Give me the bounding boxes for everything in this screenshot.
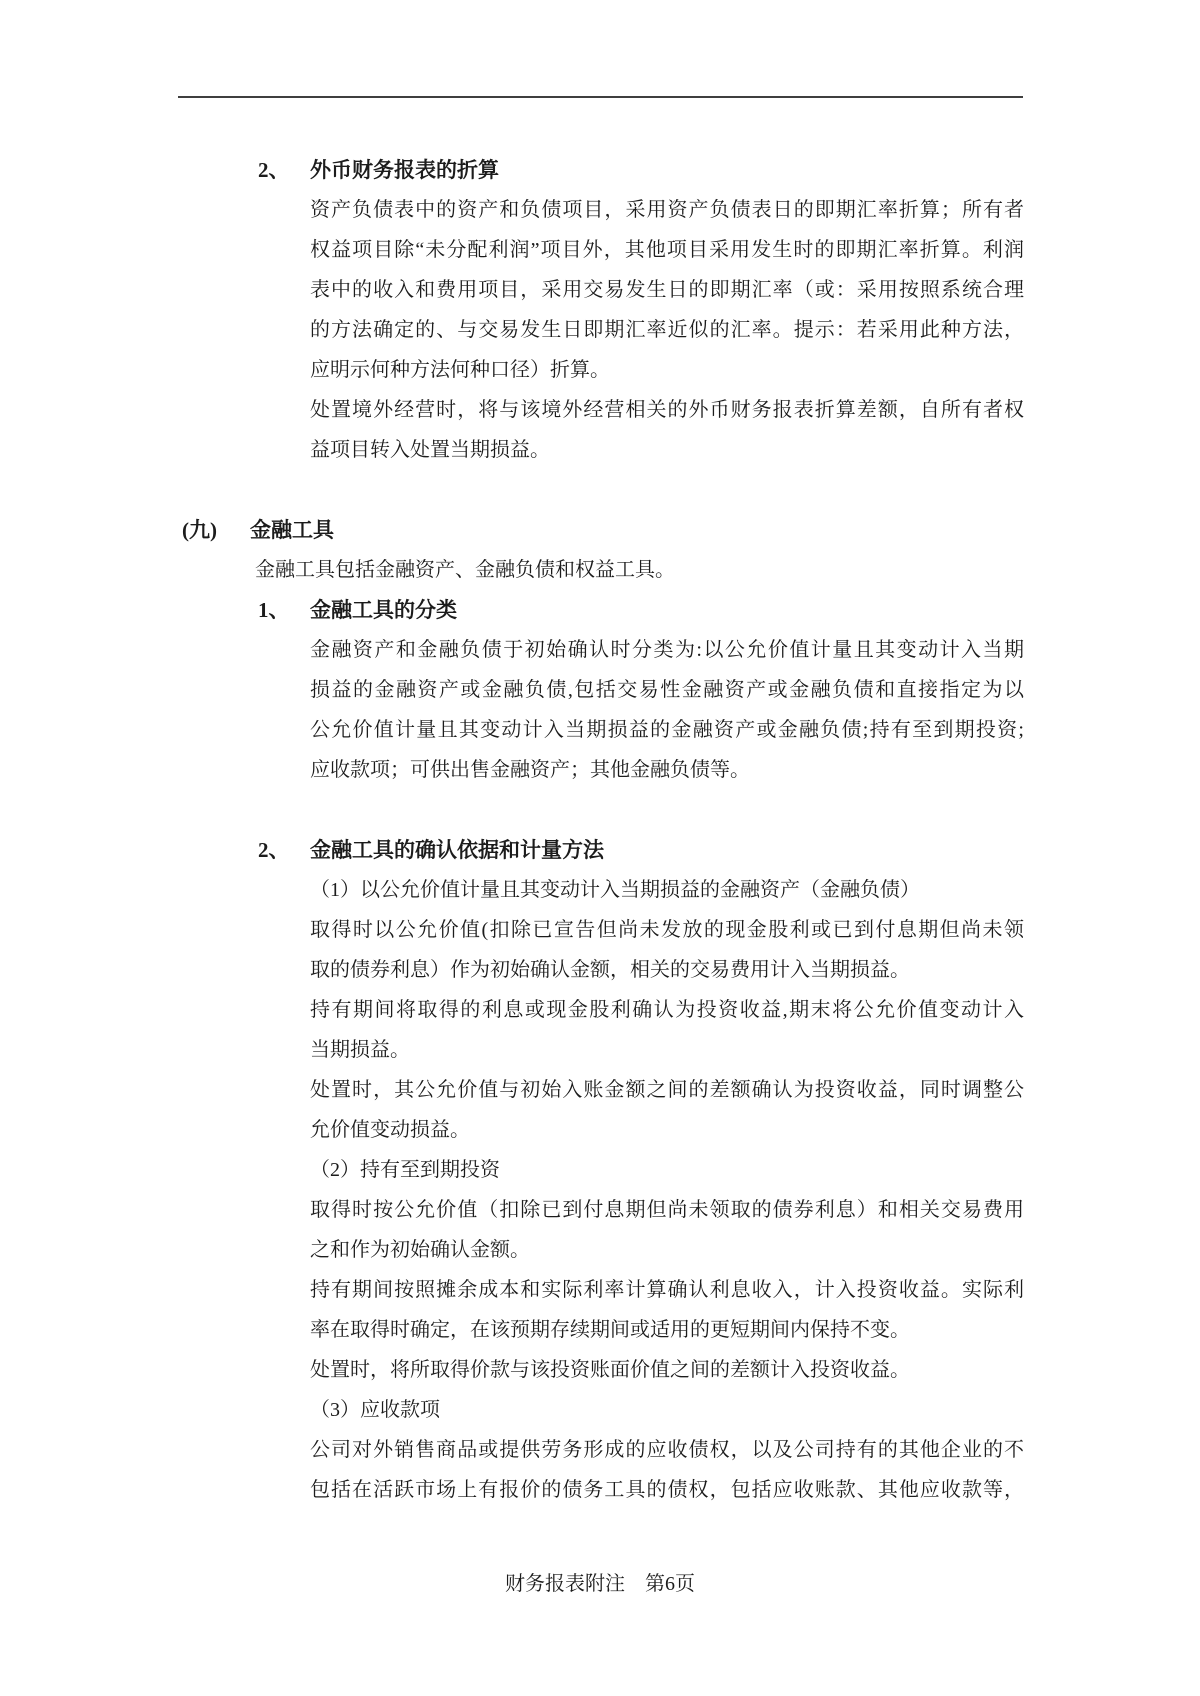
paragraph-line: 公允价值计量且其变动计入当期损益的金融资产或金融负债;持有至到期投资; — [310, 719, 1024, 741]
paragraph-disposal — [310, 390, 1024, 470]
paragraph-line: 允价值变动损益。 — [310, 1119, 470, 1141]
heading-title: 金融工具的确认依据和计量方法 — [310, 838, 604, 862]
paragraph-line: 处置境外经营时，将与该境外经营相关的外币财务报表折算差额，自所有者权 — [310, 399, 1024, 421]
heading-title: 金融工具的分类 — [310, 598, 457, 622]
paragraph-line: 应收款项；可供出售金融资产；其他金融负债等。 — [310, 759, 750, 781]
sub-item-line: （1）以公允价值计量且其变动计入当期损益的金融资产（金融负债） — [310, 879, 920, 901]
paragraph-line: 取得时以公允价值(扣除已宣告但尚未发放的现金股利或已到付息期但尚未领 — [310, 919, 1024, 941]
blank-line — [0, 470, 1200, 510]
paragraph-line: 包括在活跃市场上有报价的债务工具的债权，包括应收账款、其他应收款等， — [310, 1479, 1024, 1501]
paragraph-line: 权益项目除“未分配利润”项目外，其他项目采用发生时的即期汇率折算。利润 — [310, 239, 1024, 261]
paragraph-line: 金融资产和金融负债于初始确认时分类为:以公允价值计量且其变动计入当期 — [310, 639, 1024, 661]
section-number: (九) — [182, 518, 217, 542]
paragraph-line: 资产负债表中的资产和负债项目，采用资产负债表日的即期汇率折算；所有者 — [310, 199, 1024, 221]
paragraph-line: 取得时按公允价值（扣除已到付息期但尚未领取的债券利息）和相关交易费用 — [310, 1199, 1024, 1221]
paragraph-line: 当期损益。 — [310, 1039, 410, 1061]
paragraph-line: 公司对外销售商品或提供劳务形成的应收债权，以及公司持有的其他企业的不 — [310, 1439, 1024, 1461]
header-rule — [178, 96, 1023, 98]
heading-measurement — [258, 830, 1200, 870]
paragraph-line: 处置时，其公允价值与初始入账金额之间的差额确认为投资收益，同时调整公 — [310, 1079, 1024, 1101]
page-content — [0, 150, 1200, 1510]
paragraph-line: 持有期间按照摊余成本和实际利率计算确认利息收入，计入投资收益。实际利 — [310, 1279, 1024, 1301]
intro-line: 金融工具包括金融资产、金融负债和权益工具。 — [255, 559, 675, 581]
paragraph-measurement — [310, 870, 1024, 1510]
heading-classification — [258, 590, 1200, 630]
paragraph-line: 应明示何种方法何种口径）折算。 — [310, 359, 610, 381]
heading-number: 2、 — [258, 838, 290, 862]
paragraph-line: 取的债券利息）作为初始确认金额，相关的交易费用计入当期损益。 — [310, 959, 910, 981]
paragraph-line: 的方法确定的、与交易发生日即期汇率近似的汇率。提示：若采用此种方法， — [310, 319, 1024, 341]
heading-title: 外币财务报表的折算 — [310, 158, 499, 182]
section-financial-instruments — [182, 510, 1200, 550]
paragraph-translation — [310, 190, 1024, 390]
paragraph-line: 表中的收入和费用项目，采用交易发生日的即期汇率（或：采用按照系统合理 — [310, 279, 1024, 301]
paragraph-line: 益项目转入处置当期损益。 — [310, 439, 550, 461]
paragraph-line: 损益的金融资产或金融负债,包括交易性金融资产或金融负债和直接指定为以 — [310, 679, 1024, 701]
heading-number: 2、 — [258, 158, 290, 182]
blank-line — [0, 790, 1200, 830]
heading-foreign-currency-translation — [258, 150, 1200, 190]
paragraph-line: 之和作为初始确认金额。 — [310, 1239, 530, 1261]
paragraph-line: 率在取得时确定，在该预期存续期间或适用的更短期间内保持不变。 — [310, 1319, 910, 1341]
section-title: 金融工具 — [250, 518, 334, 542]
paragraph-classification — [310, 630, 1024, 790]
paragraph-line: 处置时，将所取得价款与该投资账面价值之间的差额计入投资收益。 — [310, 1359, 910, 1381]
page-footer: 财务报表附注 第6页 — [505, 1573, 695, 1595]
sub-item-line: （3）应收款项 — [310, 1399, 440, 1421]
sub-item-line: （2）持有至到期投资 — [310, 1159, 500, 1181]
paragraph-line: 持有期间将取得的利息或现金股利确认为投资收益,期末将公允价值变动计入 — [310, 999, 1024, 1021]
heading-number: 1、 — [258, 598, 290, 622]
